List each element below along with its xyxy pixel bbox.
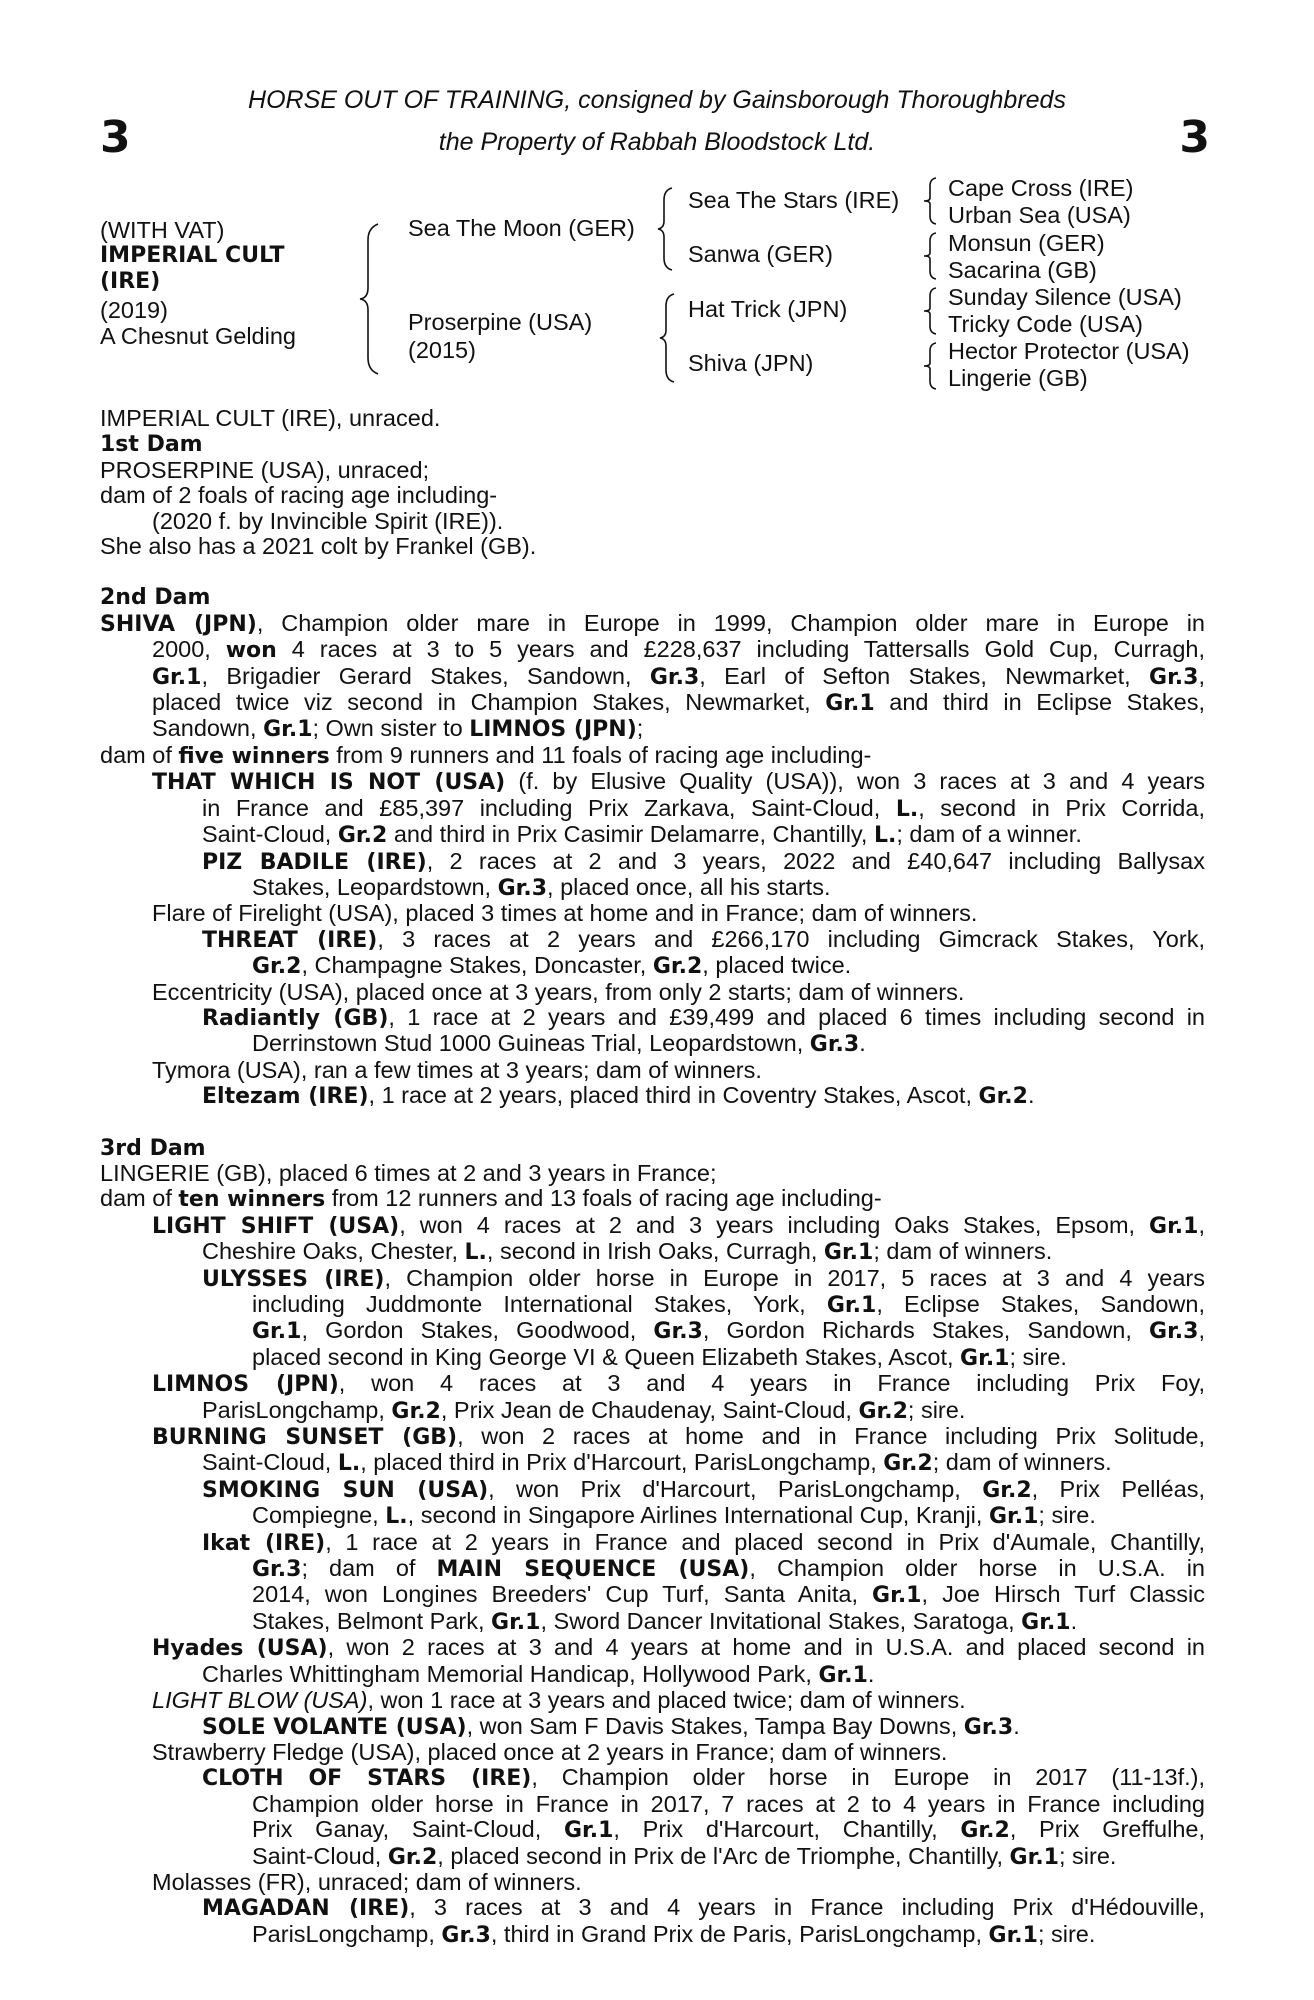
text-line (100, 1371, 1205, 1397)
bold-segment: PIZ BADILE (IRE) (202, 849, 427, 875)
bold-segment: Gr.3 (1149, 664, 1199, 690)
text-segment: ; dam of (301, 1555, 437, 1582)
bold-segment: Gr.1 (826, 1293, 877, 1318)
bold-segment: Gr.1 (252, 1319, 302, 1345)
text-segment: including Juddmonte International Stakes, York, (252, 1291, 827, 1317)
text-line (100, 1792, 1205, 1817)
bold-segment: Gr.2 (337, 823, 388, 849)
text-line (100, 1266, 1205, 1292)
text-segment: , placed third in Prix d'Harcourt, ParisLongchamp, (360, 1449, 884, 1476)
text-line (100, 406, 1205, 431)
text-segment: ; sire. (907, 1396, 966, 1423)
text-line (100, 431, 1205, 457)
text-segment: , Prix Jean de Chaudenay, Saint-Cloud, (440, 1396, 859, 1423)
horse-name-suffix: (IRE) (100, 269, 161, 294)
text-segment: She also has a 2021 colt by Frankel (GB). (100, 533, 537, 560)
lot-number-left: 3 (100, 112, 131, 163)
gen3-6: Tricky Code (USA) (948, 311, 1143, 337)
text-segment: , Gordon Richards Stakes, Sandown, (702, 1317, 1150, 1344)
text-line (100, 1424, 1205, 1450)
section-gap (100, 559, 1205, 584)
gen3-brace-3 (924, 286, 940, 336)
text-line (100, 1556, 1205, 1582)
bold-segment: Gr.1 (152, 664, 202, 690)
bold-segment: LIMNOS (JPN) (152, 1372, 339, 1398)
bold-segment: SMOKING SUN (USA) (202, 1477, 489, 1503)
text-segment: ; sire. (1009, 1343, 1067, 1370)
text-segment: , Prix Greffulhe, (1009, 1816, 1206, 1843)
bold-segment: SHIVA (JPN) (100, 611, 257, 637)
text-line (100, 822, 1205, 848)
section-gap (100, 1110, 1205, 1135)
text-line (100, 458, 1205, 483)
bold-segment: Gr.1 (1021, 1609, 1071, 1635)
dam: Proserpine (USA) (408, 309, 593, 335)
text-segment: , (1198, 1317, 1205, 1344)
text-segment: , Prix d'Harcourt, Chantilly, (613, 1816, 961, 1843)
text-segment: IMPERIAL CULT (IRE), unraced. (100, 405, 441, 431)
vat-label: (WITH VAT) (100, 217, 225, 243)
text-line (100, 1714, 1205, 1740)
text-segment: Saint-Cloud, (252, 1842, 388, 1869)
bold-segment: Gr.3 (649, 664, 700, 690)
text-segment: , second in Prix Corrida, (918, 794, 1205, 821)
text-line (100, 1817, 1205, 1843)
bold-segment: Gr.1 (960, 1345, 1010, 1371)
text-segment: Derrinstown Stud 1000 Guineas Trial, Leopardstown, (252, 1030, 810, 1057)
bold-segment: LIMNOS (JPN) (469, 717, 637, 743)
bold-segment: Gr.1 (825, 691, 875, 717)
text-segment: ParisLongchamp, (202, 1396, 392, 1423)
text-line (100, 1922, 1205, 1948)
text-line (100, 953, 1205, 979)
bold-segment: MAGADAN (IRE) (202, 1896, 410, 1922)
bold-segment: Gr.3 (653, 1319, 703, 1345)
text-segment: , Prix Pelléas, (1031, 1475, 1205, 1502)
bold-segment: Gr.2 (883, 1451, 933, 1477)
text-segment: , 1 race at 2 years in France and placed second in Prix d'Aumale, Chantilly, (325, 1528, 1205, 1555)
text-line (100, 1895, 1205, 1921)
bold-segment: BURNING SUNSET (GB) (152, 1425, 458, 1451)
text-segment: from 12 runners and 13 foals of racing age including- (325, 1185, 882, 1212)
text-segment: , Champion older horse in U.S.A. in (749, 1555, 1205, 1582)
main-brace (360, 222, 384, 376)
text-segment: , 2 races at 2 and 3 years, 2022 and £40,647 including Ballysax (426, 847, 1205, 874)
text-segment: , Gordon Stakes, Goodwood, (301, 1317, 654, 1344)
text-segment: , third in Grand Prix de Paris, ParisLongchamp, (490, 1920, 989, 1947)
bold-segment: Gr.1 (1149, 1213, 1199, 1239)
text-line (100, 1345, 1205, 1371)
text-line (100, 1135, 1205, 1161)
text-line (100, 1662, 1205, 1688)
text-segment: LINGERIE (GB), placed 6 times at 2 and 3 years in France; (100, 1159, 717, 1186)
text-segment: . (1027, 1082, 1035, 1109)
gen3-brace-2 (924, 231, 940, 281)
text-line (100, 509, 1205, 534)
text-line (100, 690, 1205, 716)
bold-segment: THAT WHICH IS NOT (USA) (152, 770, 506, 796)
text-line (100, 534, 1205, 559)
text-segment: , 1 race at 2 years and £39,499 and placed 6 times including second in (388, 1003, 1205, 1030)
bold-segment: L. (464, 1240, 487, 1266)
text-segment: 2000, (152, 636, 226, 663)
text-segment: , Champion older horse in Europe in 2017, 5 races at 3 and 4 years (384, 1264, 1205, 1291)
text-segment: , won 2 races at 3 and 4 years at home and in U.S.A. and placed second in (327, 1634, 1205, 1661)
text-segment: . (859, 1030, 866, 1057)
text-segment: in France and £85,397 including Prix Zarkava, Saint-Cloud, (202, 794, 896, 821)
text-segment: . (1013, 1712, 1020, 1739)
text-segment: ; dam of a winner. (896, 821, 1082, 848)
bold-segment: Eltezam (IRE) (202, 1084, 369, 1110)
text-segment: ; dam of winners. (873, 1238, 1053, 1265)
text-segment: ; dam of winners. (932, 1449, 1112, 1476)
text-segment: , won Sam F Davis Stakes, Tampa Bay Downs, (466, 1712, 964, 1739)
bold-segment: Gr.2 (982, 1477, 1032, 1503)
dam-year: (2015) (408, 337, 476, 363)
text-segment: , 3 races at 3 and 4 years in France including Prix d'Hédouville, (409, 1894, 1205, 1921)
text-segment: (2020 f. by Invincible Spirit (IRE)). (152, 507, 504, 534)
bold-segment: Gr.1 (988, 1504, 1039, 1530)
text-line (100, 637, 1205, 663)
text-segment: . (1070, 1607, 1078, 1634)
text-line (100, 1318, 1205, 1344)
bold-segment: Gr.1 (1009, 1844, 1059, 1870)
text-segment: Charles Whittingham Memorial Handicap, Hollywood Park, (202, 1660, 819, 1687)
text-segment: , Brigadier Gerard Stakes, Sandown, (201, 662, 650, 689)
text-line (100, 1186, 1205, 1212)
text-segment: Cheshire Oaks, Chester, (202, 1238, 465, 1265)
text-line (100, 584, 1205, 610)
bold-segment: Gr.2 (960, 1818, 1010, 1844)
bold-segment: Gr.3 (809, 1032, 860, 1058)
bold-segment: Ikat (IRE) (202, 1530, 326, 1556)
text-line (100, 796, 1205, 822)
text-segment: 4 races at 3 to 5 years and £228,637 including Tattersalls Gold Cup, Curragh, (276, 636, 1206, 663)
text-segment: , won 4 races at 2 and 3 years including Oaks Stakes, Epsom, (399, 1211, 1150, 1238)
text-segment: , Joe Hirsch Turf Classic (921, 1581, 1205, 1608)
text-segment: Molasses (FR), unraced; dam of winners. (152, 1868, 582, 1895)
lot-number-right: 3 (1179, 112, 1210, 163)
text-line (100, 1058, 1205, 1083)
dam-dam: Shiva (JPN) (688, 350, 814, 376)
text-segment: , Champagne Stakes, Doncaster, (301, 952, 653, 979)
bold-segment: Gr.3 (1149, 1319, 1199, 1345)
owner-header: the Property of Rabbah Bloodstock Ltd. (438, 128, 876, 156)
text-line (100, 1609, 1205, 1635)
text-segment: ; (636, 715, 644, 742)
bold-segment: Gr.3 (252, 1557, 302, 1583)
text-line (100, 1844, 1205, 1870)
gen3-2: Urban Sea (USA) (948, 202, 1131, 228)
bold-segment: Gr.3 (963, 1714, 1014, 1740)
text-segment: , won Prix d'Harcourt, ParisLongchamp, (488, 1475, 983, 1502)
text-line (100, 664, 1205, 690)
text-segment: , second in Singapore Airlines International Cup, Kranji, (407, 1502, 989, 1529)
bold-segment: L. (873, 823, 897, 849)
text-line (100, 743, 1205, 769)
text-segment: , won 1 race at 3 years and placed twice; dam of winners. (367, 1687, 966, 1714)
bold-segment: Gr.2 (652, 954, 703, 980)
text-segment: Saint-Cloud, (202, 821, 338, 848)
bold-segment: LIGHT SHIFT (USA) (152, 1213, 400, 1239)
text-line (100, 1083, 1205, 1109)
sire-sire: Sea The Stars (IRE) (688, 187, 900, 213)
bold-segment: Radiantly (GB) (202, 1005, 389, 1031)
bold-segment: Gr.2 (252, 954, 302, 980)
gen3-4: Sacarina (GB) (948, 257, 1097, 283)
text-line (100, 1161, 1205, 1186)
bold-segment: Gr.1 (491, 1609, 541, 1635)
text-segment: Saint-Cloud, (202, 1449, 338, 1476)
text-segment: , 1 race at 2 years, placed third in Coventry Stakes, Ascot, (368, 1082, 979, 1109)
text-line (100, 1239, 1205, 1265)
bold-segment: Hyades (USA) (152, 1636, 328, 1662)
text-line (100, 901, 1205, 926)
sire-dam: Sanwa (GER) (688, 241, 833, 267)
consignor-header: HORSE OUT OF TRAINING, consigned by Gainsborough Thoroughbreds (248, 86, 1066, 114)
text-segment: . (867, 1660, 875, 1687)
text-line (100, 849, 1205, 875)
bold-segment: Gr.1 (872, 1583, 922, 1609)
bold-segment: L. (895, 796, 919, 822)
bold-segment: THREAT (IRE) (202, 927, 378, 953)
gen3-1: Cape Cross (IRE) (948, 175, 1134, 201)
bold-segment: CLOTH OF STARS (IRE) (202, 1766, 532, 1792)
text-line (100, 1503, 1205, 1529)
bold-segment: MAIN SEQUENCE (USA) (436, 1557, 750, 1583)
text-segment: PROSERPINE (USA), unraced; (100, 456, 430, 483)
bold-segment: Gr.1 (818, 1662, 868, 1688)
text-segment: , placed twice. (702, 952, 852, 979)
bold-segment: ten winners (178, 1187, 326, 1213)
text-line (100, 1398, 1205, 1424)
gen3-brace-4 (924, 341, 940, 391)
text-segment: (f. by Elusive Quality (USA)), won 3 races at 3 and 4 years (505, 768, 1205, 795)
text-segment: , 3 races at 2 years and £266,170 including Gimcrack Stakes, York, (377, 925, 1205, 952)
gen3-7: Hector Protector (USA) (948, 338, 1190, 364)
text-segment: Compiegne, (252, 1502, 386, 1529)
text-segment: Eccentricity (USA), placed once at 3 years, from only 2 starts; dam of winners. (152, 978, 965, 1005)
text-line (100, 875, 1205, 901)
bold-segment: SOLE VOLANTE (USA) (202, 1714, 467, 1740)
horse-year: (2019) (100, 297, 168, 323)
text-line (100, 1213, 1205, 1239)
gen3-3: Monsun (GER) (948, 230, 1105, 256)
bold-segment: Gr.2 (387, 1844, 438, 1870)
text-segment: ; Own sister to (312, 715, 470, 742)
text-segment: Champion older horse in France in 2017, 7 races at 2 to 4 years in France including (252, 1790, 1205, 1817)
text-segment: , Eclipse Stakes, Sandown, (876, 1291, 1205, 1317)
bold-segment: Gr.1 (563, 1818, 614, 1844)
text-segment: , second in Irish Oaks, Curragh, (486, 1238, 824, 1265)
race-record (100, 406, 1205, 1948)
text-segment: , (1198, 1211, 1205, 1238)
text-line (100, 611, 1205, 637)
bold-segment: Gr.2 (391, 1398, 441, 1424)
bold-segment: Gr.3 (497, 875, 548, 901)
sire: Sea The Moon (GER) (408, 215, 635, 241)
text-segment: , (1198, 662, 1205, 689)
bold-segment: Gr.1 (988, 1922, 1038, 1948)
sire-brace (658, 186, 678, 272)
text-line (100, 1450, 1205, 1476)
gen3-5: Sunday Silence (USA) (948, 284, 1182, 310)
text-segment: , Sword Dancer Invitational Stakes, Saratoga, (540, 1607, 1022, 1634)
bold-segment: won (225, 638, 277, 664)
text-segment: placed twice viz second in Champion Stakes, Newmarket, (152, 689, 826, 716)
text-segment: , won 2 races at home and in France including Prix Solitude, (457, 1423, 1206, 1450)
text-segment: , Champion older mare in Europe in 1999, Champion older mare in Europe in (256, 609, 1205, 636)
text-line (100, 1765, 1205, 1791)
text-line (100, 1635, 1205, 1661)
text-segment: dam of (100, 1185, 179, 1212)
text-line (100, 1005, 1205, 1031)
text-line (100, 1740, 1205, 1765)
dam-brace (660, 292, 680, 384)
horse-name: IMPERIAL CULT (100, 243, 285, 268)
text-segment: , won 4 races at 3 and 4 years in France including Prix Foy, (338, 1370, 1205, 1397)
text-line (100, 1031, 1205, 1057)
text-segment: and third in Eclipse Stakes, (874, 689, 1205, 716)
text-line (100, 1870, 1205, 1895)
text-line (100, 980, 1205, 1005)
text-segment: LIGHT BLOW (USA) (152, 1687, 368, 1714)
gen3-8: Lingerie (GB) (948, 365, 1088, 391)
bold-segment: ULYSSES (IRE) (202, 1266, 385, 1292)
text-segment: Strawberry Fledge (USA), placed once at 2 years in France; dam of winners. (152, 1738, 948, 1765)
bold-segment: Gr.1 (263, 717, 313, 743)
bold-segment: L. (337, 1451, 361, 1477)
text-segment: dam of 2 foals of racing age including- (100, 482, 498, 509)
bold-segment: Gr.2 (858, 1398, 908, 1424)
text-line (100, 1582, 1205, 1608)
text-segment: ; sire. (1038, 1502, 1096, 1529)
text-segment: from 9 runners and 11 foals of racing age including- (329, 741, 872, 768)
bold-segment: five winners (178, 743, 330, 769)
text-segment: Prix Ganay, Saint-Cloud, (252, 1816, 564, 1843)
bold-segment: 2nd Dam (100, 585, 211, 611)
text-line (100, 716, 1205, 742)
text-line (100, 927, 1205, 953)
text-segment: ; sire. (1058, 1842, 1117, 1869)
text-segment: ; sire. (1037, 1920, 1096, 1947)
text-segment: 2014, won Longines Breeders' Cup Turf, Santa Anita, (252, 1581, 873, 1608)
text-segment: Stakes, Belmont Park, (252, 1607, 492, 1634)
text-segment: and third in Prix Casimir Delamarre, Chantilly, (387, 821, 874, 848)
horse-description: A Chesnut Gelding (100, 323, 296, 349)
text-line (100, 1477, 1205, 1503)
text-segment: dam of (100, 741, 179, 768)
text-line (100, 1688, 1205, 1713)
text-segment: , Champion older horse in Europe in 2017 (11-13f.), (531, 1764, 1205, 1791)
text-line (100, 769, 1205, 795)
text-segment: Flare of Firelight (USA), placed 3 times at home and in France; dam of winners. (152, 900, 978, 927)
text-segment: Sandown, (152, 715, 264, 742)
text-line (100, 1292, 1205, 1318)
text-segment: Tymora (USA), ran a few times at 3 years; dam of winners. (152, 1056, 762, 1083)
bold-segment: Gr.3 (441, 1922, 491, 1948)
text-segment: , placed second in Prix de l'Arc de Triomphe, Chantilly, (437, 1842, 1010, 1869)
text-line (100, 483, 1205, 508)
bold-segment: 3rd Dam (100, 1135, 206, 1161)
gen3-brace-1 (924, 176, 940, 226)
text-segment: , Earl of Sefton Stakes, Newmarket, (699, 662, 1150, 689)
bold-segment: Gr.1 (823, 1240, 874, 1266)
bold-segment: Gr.2 (978, 1084, 1028, 1110)
text-segment: placed second in King George VI & Queen Elizabeth Stakes, Ascot, (252, 1343, 961, 1370)
bold-segment: L. (385, 1504, 408, 1530)
text-segment: Stakes, Leopardstown, (252, 873, 498, 900)
dam-sire: Hat Trick (JPN) (688, 296, 848, 322)
text-line (100, 1530, 1205, 1556)
text-segment: ParisLongchamp, (252, 1920, 442, 1947)
text-segment: , placed once, all his starts. (547, 873, 831, 900)
bold-segment: 1st Dam (100, 432, 203, 458)
